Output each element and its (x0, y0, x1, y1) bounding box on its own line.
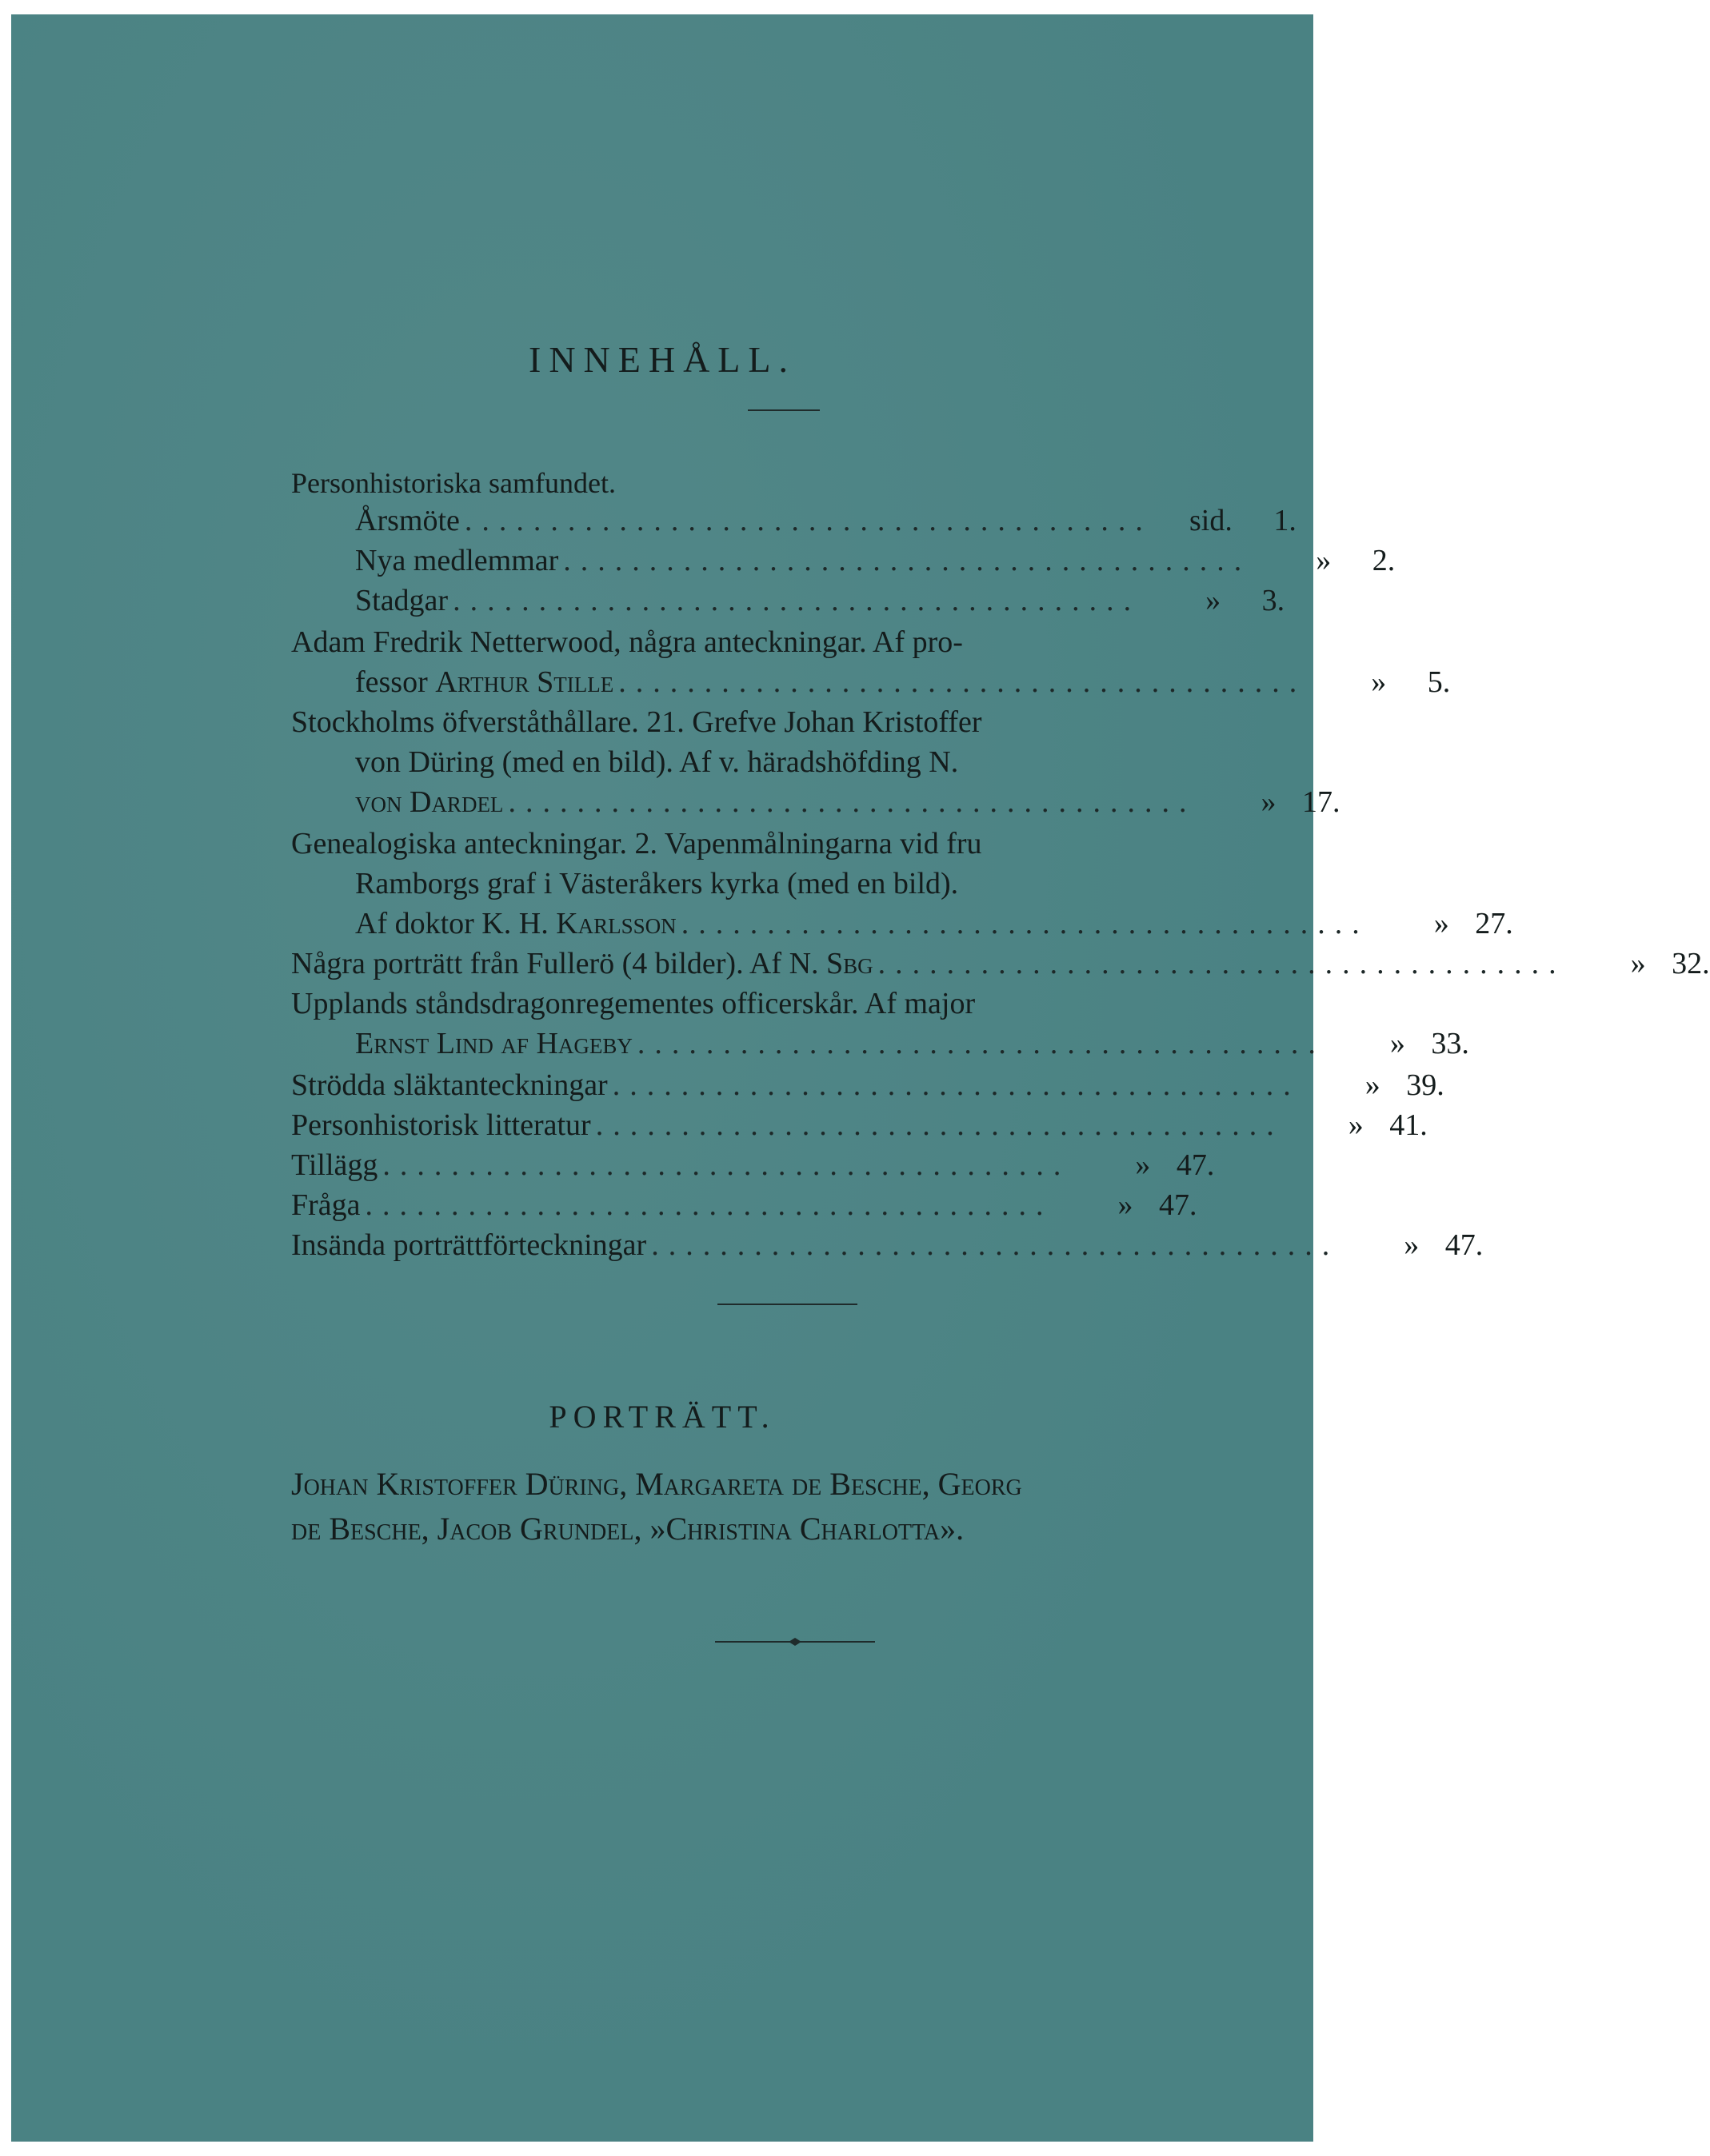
page-marker: » (1205, 584, 1221, 617)
portraits-title: PORTRÄTT. (549, 1399, 776, 1435)
toc-entry-fullero (291, 944, 1710, 984)
toc-entry-title: Insända porträttförteckningar (291, 1228, 647, 1262)
toc-entry-author: Sbg (826, 947, 873, 980)
dot-leader: ........................................ (618, 665, 1307, 699)
page-number: 47. (1176, 1148, 1215, 1182)
page-number: 2. (1372, 544, 1396, 577)
page-number: 1. (1273, 504, 1296, 537)
page-marker: sid. (1189, 504, 1233, 537)
toc-entry-tillagg (291, 1145, 1215, 1185)
section-heading: Personhistoriska samfundet. (291, 467, 616, 499)
page-number: 47. (1159, 1188, 1197, 1222)
toc-entry-title: Personhistorisk litteratur (291, 1108, 591, 1142)
toc-entry-genealogiska (291, 824, 1513, 944)
toc-entry-title: Fråga (291, 1188, 361, 1222)
toc-entry-title-line: Ramborgs graf i Västeråkers kyrka (med en bild). (355, 867, 959, 900)
toc-entry-title: Stadgar (355, 584, 449, 617)
toc-entry-title: Tillägg (291, 1148, 378, 1182)
page-number: 27. (1475, 907, 1513, 940)
dot-leader: ........................................ (464, 504, 1153, 537)
contents-title: INNEHÅLL. (529, 339, 796, 380)
dot-leader: ........................................ (681, 907, 1369, 940)
portraits-line: de Besche, Jacob Grundel, »Christina Charlotta». (291, 1511, 965, 1547)
dot-leader: ........................................ (637, 1027, 1325, 1060)
toc-entry-title-line: Af doktor K. H. (355, 907, 549, 940)
page-marker: » (1433, 907, 1449, 940)
toc-entry-fraga (291, 1185, 1197, 1225)
page-number: 17. (1301, 785, 1340, 819)
dot-leader: ........................................ (563, 544, 1252, 577)
toc-entry-title: Strödda släktanteckningar (291, 1068, 608, 1102)
dot-leader: ........................................ (612, 1068, 1300, 1102)
section-divider-rule (717, 1304, 857, 1305)
dot-leader: ........................................ (382, 1148, 1071, 1182)
page-marker: » (1117, 1188, 1133, 1222)
toc-entry-arsmote (291, 501, 1296, 541)
toc-entry-title-line: Genealogiska anteckningar. 2. Vapenmålningarna vid fru (291, 827, 982, 860)
toc-entry-netterwood (291, 622, 1451, 702)
toc-entry-title-line: Några porträtt från Fullerö (4 bilder). Af N. (291, 947, 819, 980)
page-marker: » (1261, 785, 1277, 819)
page-marker: » (1630, 947, 1646, 980)
dot-leader: ........................................ (508, 785, 1197, 819)
toc-entry-strodda (291, 1065, 1444, 1105)
page-number: 5. (1427, 665, 1451, 699)
page-marker: » (1404, 1228, 1420, 1262)
toc-entry-nya-medlemmar (291, 541, 1396, 581)
toc-entry-author: von Dardel (355, 785, 504, 819)
toc-entry-title: Nya medlemmar (355, 544, 559, 577)
toc-entry-title: Årsmöte (355, 504, 460, 537)
dot-leader: ........................................ (651, 1228, 1340, 1262)
toc-entry-upplands (291, 984, 1469, 1064)
page-marker: » (1389, 1027, 1405, 1060)
title-rule (748, 409, 820, 411)
toc-entry-title-line: fessor (355, 665, 428, 699)
dot-leader: ........................................ (365, 1188, 1053, 1222)
page-number: 39. (1406, 1068, 1444, 1102)
page-marker: » (1135, 1148, 1151, 1182)
page-marker: » (1316, 544, 1332, 577)
dot-leader: ........................................ (877, 947, 1566, 980)
page-marker: » (1348, 1108, 1364, 1142)
dot-leader: ........................................ (595, 1108, 1284, 1142)
toc-entry-title-line: von Düring (med en bild). Af v. häradshöfding N. (355, 745, 959, 779)
toc-entry-insanda (291, 1225, 1484, 1265)
toc-entry-author: Ernst Lind af Hageby (355, 1027, 633, 1060)
document-page (11, 14, 1710, 2142)
page-number: 47. (1444, 1228, 1484, 1262)
toc-entry-stockholms (291, 702, 1340, 822)
page-marker: » (1364, 1068, 1380, 1102)
page-number: 41. (1389, 1108, 1428, 1142)
portraits-line: Johan Kristoffer Düring, Margareta de Besche, Georg (291, 1466, 1022, 1502)
toc-entry-author: Karlsson (556, 907, 677, 940)
toc-entry-author: Arthur Stille (435, 665, 614, 699)
page-number: 32. (1672, 947, 1710, 980)
dot-leader: ........................................ (453, 584, 1141, 617)
page-number: 33. (1431, 1027, 1469, 1060)
portraits-list (291, 1462, 1291, 1551)
toc-entry-litteratur (291, 1105, 1428, 1145)
toc-entry-title-line: Adam Fredrik Netterwood, några anteckningar. Af pro- (291, 625, 963, 659)
toc-entry-title-line: Upplands ståndsdragonregementes officerskår. Af major (291, 987, 976, 1020)
page-number: 3. (1261, 584, 1285, 617)
ornament-rule-icon (715, 1634, 875, 1650)
page-marker: » (1371, 665, 1387, 699)
toc-entry-title-line: Stockholms öfverståthållare. 21. Grefve Johan Kristoffer (291, 705, 982, 739)
toc-entry-stadgar (291, 581, 1285, 621)
